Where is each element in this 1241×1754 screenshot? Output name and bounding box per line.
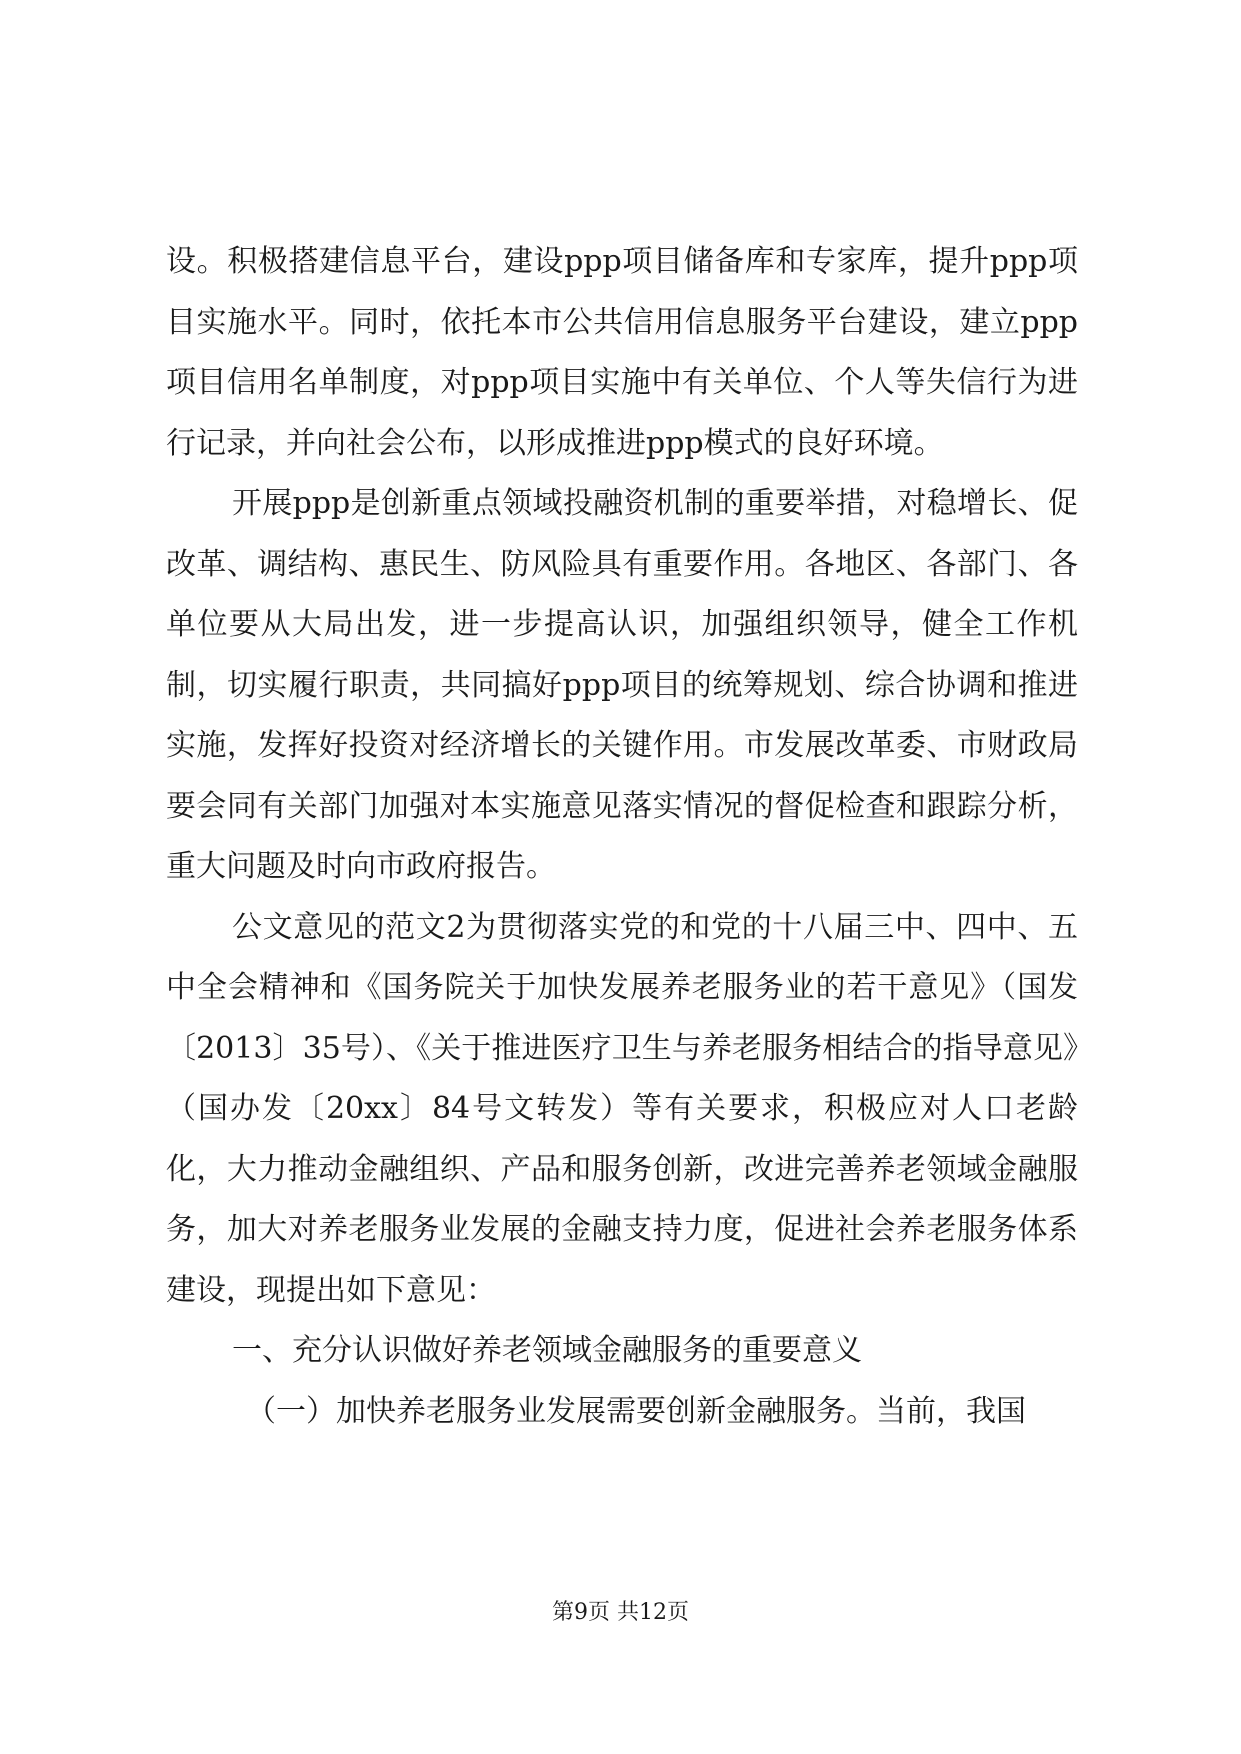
paragraph-5: （一）加快养老服务业发展需要创新金融服务。当前，我国 xyxy=(246,1393,1026,1429)
paragraph-3: 公文意见的范文2为贯彻落实党的和党的十八届三中、四中、五中全会精神和《国务院关于加快发展养老服务业的若干意见》（国发〔2013〕35号）、《关于推进医疗卫生与养老服务相结合的指导意见》（国办发〔20xx〕84号文转发）等有关要求，积极应对人口老龄化，大力推动金融组织、产品和服务创新，改进完善养老领域金融服务，加大对养老服务业发展的金融支持力度，促进社会养老服务体系建设，现提出如下意见： xyxy=(166,909,1078,1308)
section-heading-1: 一、充分认识做好养老领域金融服务的重要意义 xyxy=(232,1333,862,1368)
paragraph-2: 开展ppp是创新重点领域投融资机制的重要举措，对稳增长、促改革、调结构、惠民生、防风险具有重要作用。各地区、各部门、各单位要从大局出发，进一步提高认识，加强组织领导，健全工作机制，切实履行职责，共同搞好ppp项目的统筹规划、综合协调和推进实施，发挥好投资对经济增长的关键作用。市发展改革委、市财政局要会同有关部门加强对本实施意见落实情况的督促检查和跟踪分析，重大问题及时向市政府报告。 xyxy=(166,486,1078,884)
page-number-footer: 第9页 共12页 xyxy=(552,1600,689,1625)
document-body xyxy=(166,232,1078,1442)
paragraph-1: 设。积极搭建信息平台，建设ppp项目储备库和专家库，提升ppp项目实施水平。同时，依托本市公共信用信息服务平台建设，建立ppp项目信用名单制度，对ppp项目实施中有关单位、个人等失信行为进行记录，并向社会公布，以形成推进ppp模式的良好环境。 xyxy=(166,244,1078,461)
